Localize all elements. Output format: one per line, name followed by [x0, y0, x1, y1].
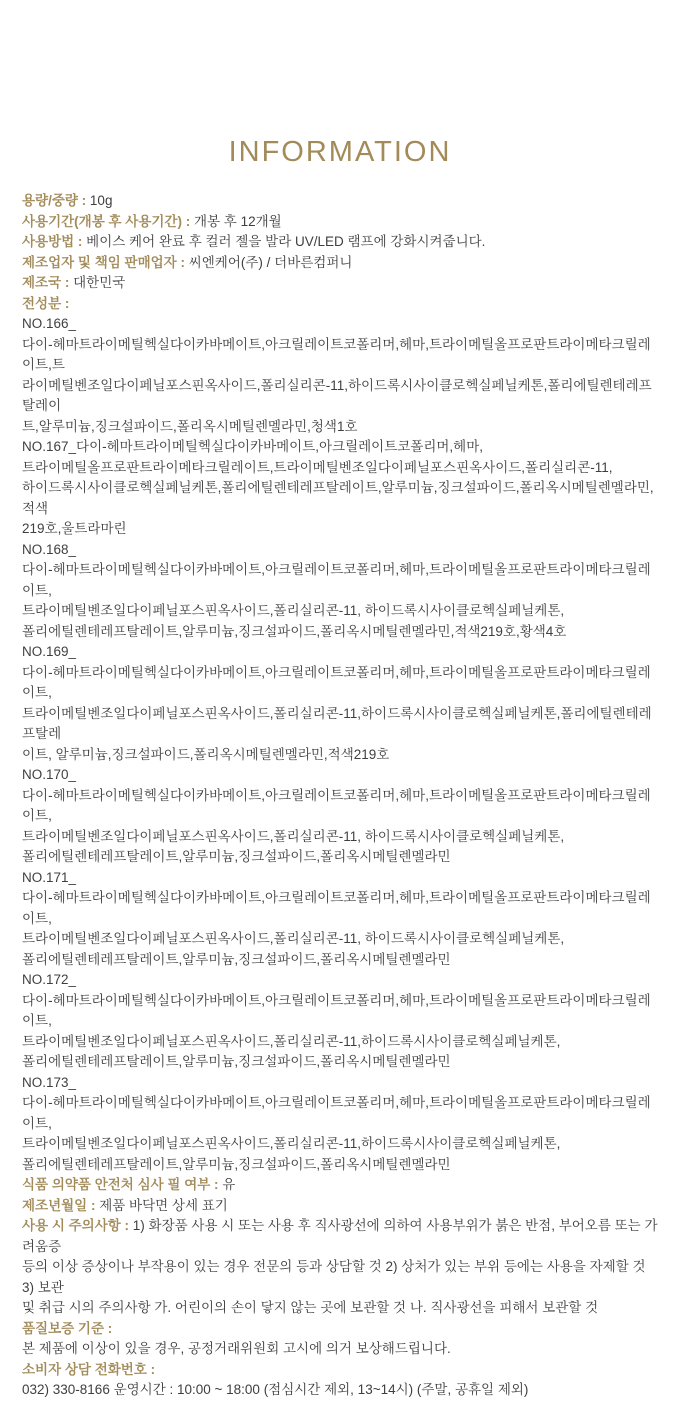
info-line	[22, 1339, 660, 1360]
field-value: 본 제품에 이상이 있을 경우, 공정거래위원회 고시에 의거 보상해드립니다.	[22, 1341, 451, 1356]
field-value: NO.166_	[22, 316, 77, 331]
field-label: 품질보증 기준 :	[22, 1320, 113, 1336]
field-value: 032) 330-8166 운영시간 : 10:00 ~ 18:00 (점심시간 제외, 13~14시) (주말, 공휴일 제외)	[22, 1382, 529, 1397]
field-label: 사용 시 주의사항 :	[22, 1218, 133, 1233]
field-value: NO.167_다이-헤마트라이메틸헥실다이카바메이트,아크릴레이트코폴리머,헤마,	[22, 439, 484, 454]
field-value: 및 취급 시의 주의사항 가. 어린이의 손이 닿지 않는 곳에 보관할 것 나. 직사광선을 피해서 보관할 것	[22, 1300, 599, 1315]
field-value: 폴리에틸렌테레프탈레이트,알루미늄,징크설파이드,폴리옥시메틸렌멜라민	[22, 1156, 451, 1172]
field-label: 소비자 상담 전화번호 :	[22, 1361, 156, 1377]
field-value: 10g	[89, 193, 113, 208]
info-line	[22, 1134, 660, 1155]
field-value: 다이-헤마트라이메틸헥실다이카바메이트,아크릴레이트코폴리머,헤마,트라이메틸올프로판트라이메타크릴레이트,	[22, 787, 651, 823]
field-label: 제조업자 및 책임 판매업자 :	[22, 254, 189, 270]
field-label: 전성분 :	[22, 295, 70, 311]
info-line	[22, 847, 660, 868]
info-line	[22, 1052, 660, 1073]
info-line	[22, 642, 660, 663]
field-value: NO.172_	[22, 972, 77, 987]
info-line	[22, 1155, 660, 1176]
field-value: NO.168_	[22, 541, 77, 557]
info-line	[22, 663, 660, 704]
field-value: 다이-헤마트라이메틸헥실다이카바메이트,아크릴레이트코폴리머,헤마,트라이메틸올프로판트라이메타크릴레이트,	[22, 890, 651, 926]
info-line	[22, 478, 660, 519]
info-line	[22, 765, 660, 786]
field-value: 씨엔케어(주) / 더바른컴퍼니	[188, 254, 353, 270]
field-value: 개봉 후 12개월	[193, 213, 282, 229]
info-line	[22, 1319, 660, 1340]
field-label: 제조국 :	[22, 275, 74, 290]
field-value: 219호,울트라마린	[22, 521, 127, 536]
info-line	[22, 519, 660, 540]
field-value: 트라이메틸벤조일다이페닐포스핀옥사이드,폴리실리콘-11,하이드록시사이클로헥실페닐케톤,	[22, 1136, 561, 1151]
info-line	[22, 335, 660, 376]
field-value: 이트, 알루미늄,징크설파이드,폴리옥시메틸렌멜라민,적색219호	[22, 746, 390, 762]
info-line	[22, 1073, 660, 1094]
info-line	[22, 458, 660, 479]
info-line	[22, 868, 660, 889]
field-value: 1) 화장품 사용 시 또는 사용 후 직사광선에 의하여 사용부위가 붉은 반점, 부어오름 또는 가려움증	[22, 1218, 658, 1254]
info-line	[22, 376, 660, 417]
info-line	[22, 1360, 660, 1381]
field-value: 트라이메틸벤조일다이페닐포스핀옥사이드,폴리실리콘-11,하이드록시사이클로헥실페닐케톤,폴리에틸렌테레프탈레	[22, 705, 652, 741]
info-line	[22, 786, 660, 827]
field-value: 트라이메틸벤조일다이페닐포스핀옥사이드,폴리실리콘-11,하이드록시사이클로헥실페닐케톤,	[22, 1033, 561, 1049]
field-value: 폴리에틸렌테레프탈레이트,알루미늄,징크설파이드,폴리옥시메틸렌멜라민	[22, 1054, 451, 1069]
info-line	[22, 1196, 660, 1217]
info-line	[22, 314, 660, 335]
field-value: 다이-헤마트라이메틸헥실다이카바메이트,아크릴레이트코폴리머,헤마,트라이메틸올프로판트라이메타크릴레이트,	[22, 1095, 651, 1131]
info-line	[22, 417, 660, 438]
info-line	[22, 253, 660, 274]
info-line	[22, 1257, 660, 1298]
info-line	[22, 888, 660, 929]
info-line	[22, 622, 660, 643]
info-line	[22, 273, 660, 294]
info-line	[22, 704, 660, 745]
info-line	[22, 1093, 660, 1134]
field-value: 폴리에틸렌테레프탈레이트,알루미늄,징크설파이드,폴리옥시메틸렌멜라민,적색219호,황색4호	[22, 623, 567, 639]
info-line	[22, 1216, 660, 1257]
field-label: 제조년월일 :	[22, 1197, 100, 1213]
info-line	[22, 437, 660, 458]
info-line	[22, 1380, 660, 1401]
info-line	[22, 191, 660, 212]
info-line	[22, 745, 660, 766]
field-label: 용량/중량 :	[22, 193, 90, 208]
field-value: 등의 이상 증상이나 부작용이 있는 경우 전문의 등과 상담할 것 2) 상처가 있는 부위 등에는 사용을 자제할 것 3) 보관	[22, 1259, 646, 1295]
info-line	[22, 929, 660, 950]
field-value: 제품 바닥면 상세 표기	[99, 1197, 228, 1213]
info-line	[22, 294, 660, 315]
page-title: INFORMATION	[228, 136, 452, 168]
info-lines	[0, 167, 680, 1401]
field-value: 하이드록시사이클로헥실페닐케톤,폴리에틸렌테레프탈레이트,알루미늄,징크설파이드,폴리옥시메틸렌멜라민,적색	[22, 480, 654, 516]
field-value: NO.169_	[22, 644, 77, 659]
info-line	[22, 1032, 660, 1053]
info-line	[22, 601, 660, 622]
field-value: 라이메틸벤조일다이페닐포스핀옥사이드,폴리실리콘-11,하이드록시사이클로헥실페닐케톤,폴리에틸렌테레프탈레이	[22, 377, 652, 413]
info-line	[22, 950, 660, 971]
field-value: NO.170_	[22, 767, 77, 782]
field-value: 베이스 케어 완료 후 컬러 젤을 발라 UV/LED 램프에 강화시켜줍니다.	[86, 234, 486, 249]
info-line	[22, 827, 660, 848]
field-label: 사용기간(개봉 후 사용기간) :	[22, 213, 194, 229]
field-value: 트라이메틸올프로판트라이메타크릴레이트,트라이메틸벤조일다이페닐포스핀옥사이드,폴리실리콘-11,	[22, 459, 613, 475]
info-line	[22, 1175, 660, 1196]
field-value: 다이-헤마트라이메틸헥실다이카바메이트,아크릴레이트코폴리머,헤마,트라이메틸올프로판트라이메타크릴레이트,	[22, 562, 651, 598]
field-value: 다이-헤마트라이메틸헥실다이카바메이트,아크릴레이트코폴리머,헤마,트라이메틸올프로판트라이메타크릴레이트,	[22, 664, 651, 700]
field-value: 트,알루미늄,징크설파이드,폴리옥시메틸렌멜라민,청색1호	[22, 418, 358, 434]
field-label: 식품 의약품 안전처 심사 필 여부 :	[22, 1177, 223, 1192]
field-value: NO.173_	[22, 1074, 77, 1090]
field-value: 트라이메틸벤조일다이페닐포스핀옥사이드,폴리실리콘-11, 하이드록시사이클로헥실페닐케톤,	[22, 603, 565, 618]
field-value: 폴리에틸렌테레프탈레이트,알루미늄,징크설파이드,폴리옥시메틸렌멜라민	[22, 849, 451, 864]
field-value: 트라이메틸벤조일다이페닐포스핀옥사이드,폴리실리콘-11, 하이드록시사이클로헥실페닐케톤,	[22, 931, 565, 946]
info-line	[22, 970, 660, 991]
info-line	[22, 1298, 660, 1319]
field-label: 사용방법 :	[22, 234, 87, 249]
field-value: 유	[222, 1177, 236, 1192]
field-value: 트라이메틸벤조일다이페닐포스핀옥사이드,폴리실리콘-11, 하이드록시사이클로헥실페닐케톤,	[22, 828, 565, 844]
field-value: NO.171_	[22, 869, 77, 885]
field-value: 폴리에틸렌테레프탈레이트,알루미늄,징크설파이드,폴리옥시메틸렌멜라민	[22, 951, 451, 967]
field-value: 다이-헤마트라이메틸헥실다이카바메이트,아크릴레이트코폴리머,헤마,트라이메틸올프로판트라이메타크릴레이트,트	[22, 336, 651, 372]
info-line	[22, 560, 660, 601]
info-line	[22, 540, 660, 561]
info-line	[22, 991, 660, 1032]
field-value: 대한민국	[73, 275, 126, 290]
info-line	[22, 232, 660, 253]
info-line	[22, 212, 660, 233]
field-value: 다이-헤마트라이메틸헥실다이카바메이트,아크릴레이트코폴리머,헤마,트라이메틸올프로판트라이메타크릴레이트,	[22, 992, 651, 1028]
